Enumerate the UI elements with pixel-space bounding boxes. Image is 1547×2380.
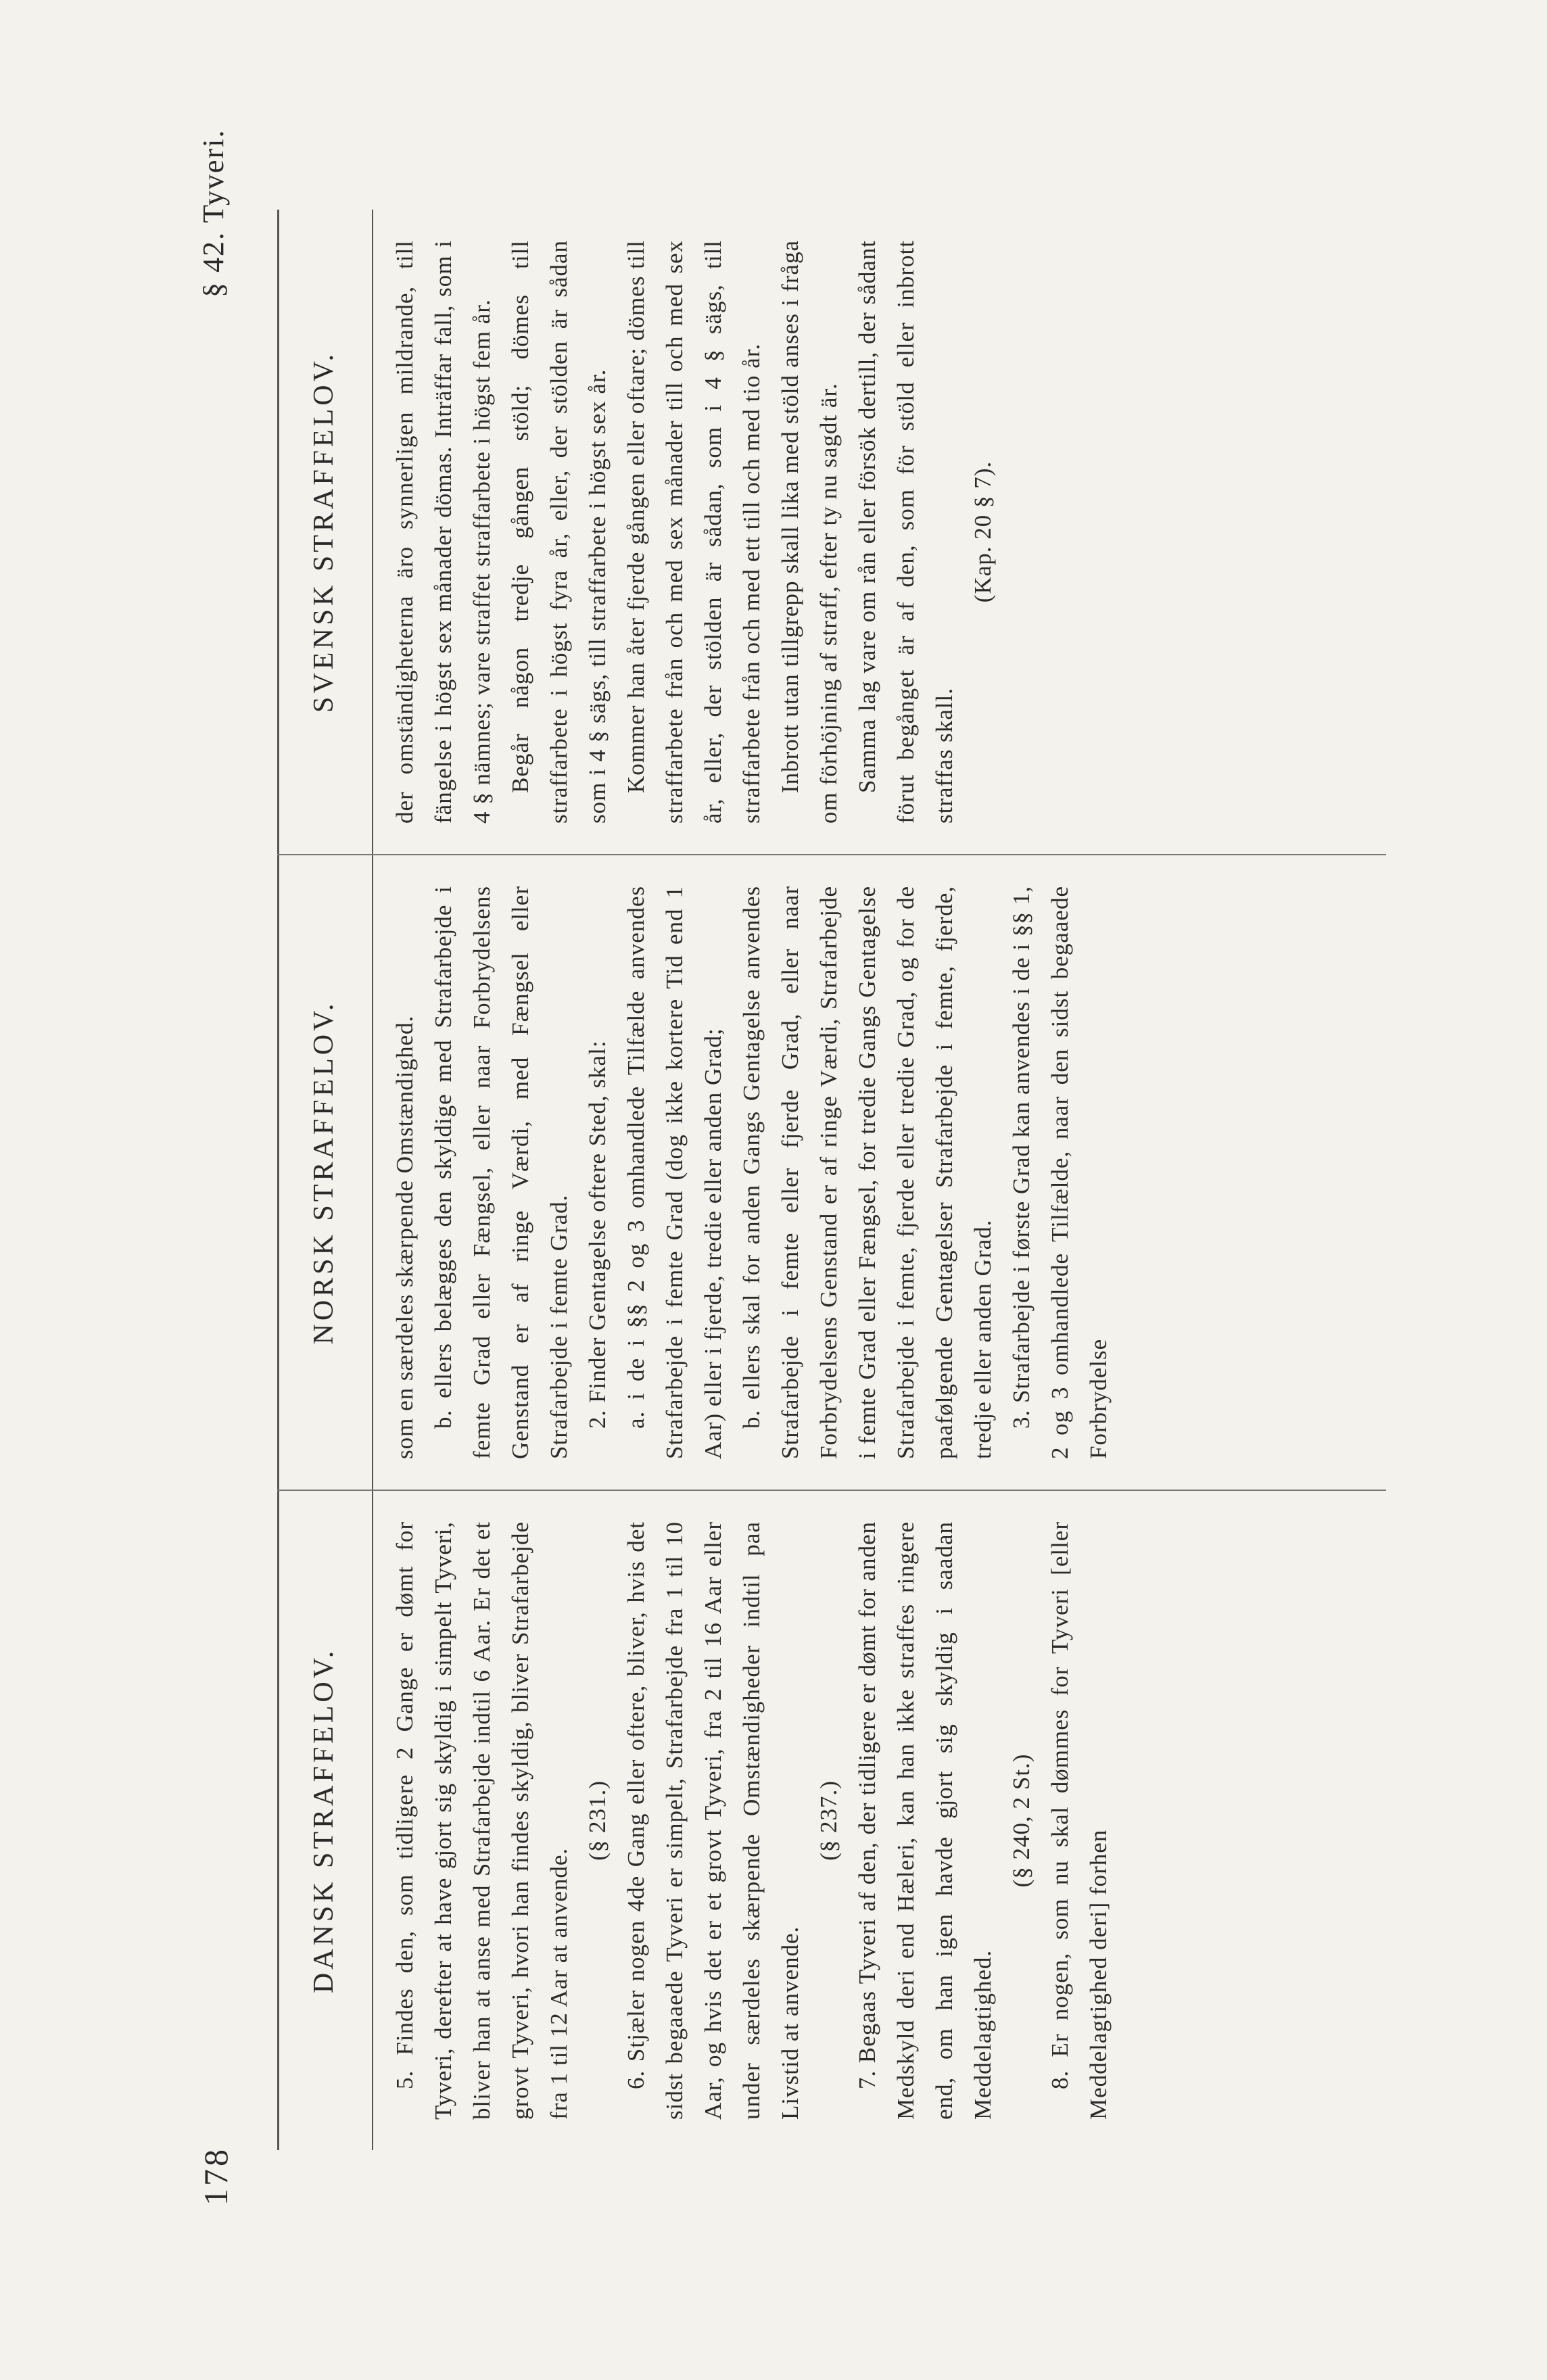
paragraph: 7. Begaas Tyveri af den, der tidligere er dømt for anden Medskyld deri end Hæleri, kan han ikke straffes ringere end, om han igen havde gjort sig skyldig i saadan Meddelagtighed. <box>854 1521 996 2120</box>
column-text <box>385 886 1118 1459</box>
paragraph: 5. Findes den, som tidligere 2 Gange er dømt for Tyveri, derefter at have gjort sig skyldig i simpelt Tyveri, bliver han at anse med Strafarbejde indtil 6 Aar. Er det et grovt Tyveri, hvori han findes skyldig, bliver Strafarbejde fra 1 til 12 Aar at anvende. <box>391 1521 572 2120</box>
paragraph: som en særdeles skærpende Omstændighed. <box>391 1015 418 1459</box>
column-svensk <box>277 210 1386 854</box>
paragraph: 8. Er nogen, som nu skal dømmes for Tyveri [eller Meddelagtighed deri] forhen <box>1047 1521 1112 2120</box>
paragraph: a. i de i §§ 2 og 3 omhandlede Tilfælde anvendes Strafarbejde i femte Grad (dog ikke kortere Tid end 1 Aar) eller i fjerde, tredie eller anden Grad; <box>623 886 726 1459</box>
paragraph: 3. Strafarbejde i første Grad kan anvendes i de i §§ 1, 2 og 3 omhandlede Tilfælde, naar den sidst begaaede Forbrydelse <box>1008 886 1112 1459</box>
statute-reference: (Kap. 20 § 7). <box>970 460 996 603</box>
paragraph: 6. Stjæler nogen 4de Gang eller oftere, bliver, hvis det sidst begaaede Tyveri er simpelt, Strafarbejde fra 1 til 10 Aar, og hvis det er et grovt Tyveri, fra 2 til 16 Aar eller under særdeles skærpende Omstændigheder indtil paa Livstid at anvende. <box>623 1521 803 2120</box>
column-text <box>385 1521 1118 2120</box>
statute-reference: (§ 237.) <box>815 1780 842 1861</box>
column-dansk <box>277 1491 1386 2150</box>
column-heading: DANSK STRAFFELOV. <box>308 1647 339 1994</box>
paragraph: Samma lag vare om rån eller försök dertill, der sådant förut begånget är af den, som för stöld eller inbrott straffas skall. <box>854 240 957 824</box>
statute-reference: (§ 240, 2 St.) <box>1008 1753 1034 1888</box>
statute-reference: (§ 231.) <box>584 1780 611 1861</box>
paragraph: der omständigheterna äro synnerligen mildrande, till fängelse i högst sex månader dömas. Inträffar fall, som i 4 § nämnes; vare straffet straffarbete i högst fem år. <box>391 240 495 824</box>
paragraph: Inbrott utan tillgrepp skall lika med stöld anses i fråga om förhöjning af straff, efter ty nu sagdt är. <box>777 240 842 824</box>
column-norsk <box>277 855 1386 1490</box>
paragraph: 2. Finder Gentagelse oftere Sted, skal: <box>584 1040 611 1429</box>
column-heading: SVENSK STRAFFELOV. <box>308 351 339 713</box>
column-heading: NORSK STRAFFELOV. <box>308 1000 339 1345</box>
paragraph: Begår någon tredje gången stöld; dömes till straffarbete i högst fyra år, eller, der stölden är sådan som i 4 § sägs, till straffarbete i högst sex år. <box>507 240 611 824</box>
running-head: § 42. Tyveri. <box>197 128 230 298</box>
comparison-table <box>277 210 1386 2150</box>
page-number: 178 <box>197 2147 235 2206</box>
column-text <box>385 240 1002 824</box>
paragraph: b. ellers skal for anden Gangs Gentagelse anvendes Strafarbejde i femte eller fjerde Grad, eller naar Forbrydelsens Genstand er af ringe Værdi, Strafarbejde i femte Grad eller Fængsel, for tredie Gangs Gentagelse Strafarbejde i femte, fjerde eller tredie Grad, og for de paafølgende Gentagelser Strafarbejde i femte, fjerde, tredje eller anden Grad. <box>738 886 996 1459</box>
paragraph: Kommer han åter fjerde gången eller oftare; dömes till straffarbete från och med sex månader till och med sex år, eller, der stölden är sådan, som i 4 § sägs, till straffarbete från och med ett till och med tio år. <box>623 240 765 824</box>
paragraph: b. ellers belægges den skyldige med Strafarbejde i femte Grad eller Fængsel, eller naar Forbrydelsens Genstand er af ringe Værdi, med Fængsel eller Strafarbejde i femte Grad. <box>430 886 572 1459</box>
